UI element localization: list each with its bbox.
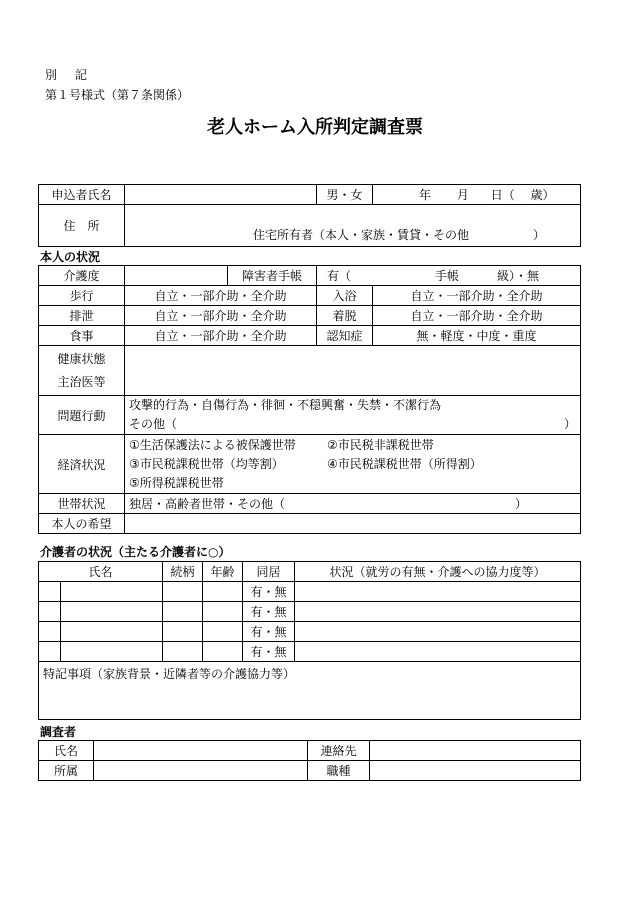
dementia-options[interactable]: 無・軽度・中度・重度 xyxy=(373,326,581,346)
person-table xyxy=(38,265,581,534)
notes-field[interactable] xyxy=(39,662,581,720)
meal-label: 食事 xyxy=(39,326,125,346)
bath-options[interactable]: 自立・一部介助・全介助 xyxy=(373,286,581,306)
livewith-options[interactable]: 有・無 xyxy=(243,622,295,642)
page-title: 老人ホーム入所判定調査票 xyxy=(207,117,423,138)
caregiver-table xyxy=(38,561,581,720)
excretion-options[interactable]: 自立・一部介助・全介助 xyxy=(125,306,317,326)
job-field[interactable] xyxy=(370,761,581,781)
caregiver-row xyxy=(39,642,581,662)
form-number: 第１号様式（第７条関係） xyxy=(45,88,190,102)
dementia-label: 認知症 xyxy=(317,326,373,346)
month-label: 月 xyxy=(456,188,469,202)
applicant-name-field[interactable] xyxy=(125,185,317,205)
caregiver-row xyxy=(39,622,581,642)
notes-label: 特記事項（家族背景・近隣者等の介護協力等） xyxy=(43,667,296,681)
livewith-options[interactable]: 有・無 xyxy=(243,642,295,662)
bath-label: 入浴 xyxy=(317,286,373,306)
sex-options[interactable]: 男・女 xyxy=(317,185,373,205)
investigator-name-field[interactable] xyxy=(94,741,308,761)
col-age: 年齢 xyxy=(203,562,243,582)
dressing-label: 着脱 xyxy=(317,306,373,326)
investigator-name-label: 氏名 xyxy=(39,741,94,761)
applicant-name-label: 申込者氏名 xyxy=(39,185,125,205)
contact-label: 連絡先 xyxy=(308,741,370,761)
walk-label: 歩行 xyxy=(39,286,125,306)
year-label: 年 xyxy=(419,188,432,202)
livewith-options[interactable]: 有・無 xyxy=(243,582,295,602)
problem-options: 攻撃的行為・自傷行為・徘徊・不穏興奮・失禁・不潔行為 xyxy=(129,398,442,412)
owner-options: 住宅所有者（本人・家族・賃貸・その他 xyxy=(253,228,470,242)
caregiver-row xyxy=(39,602,581,622)
affiliation-field[interactable] xyxy=(94,761,308,781)
care-level-label: 介護度 xyxy=(39,266,125,286)
wish-label: 本人の希望 xyxy=(39,514,125,534)
investigator-table xyxy=(38,740,581,781)
applicant-table xyxy=(38,184,581,247)
economy-options[interactable]: ①生活保護法による被保護世帯 ②市民税非課税世帯 ③市民税課税世帯（均等割） ④市民税課税世帯（所得割） ⑤所得税課税世帯 xyxy=(125,435,581,494)
caregiver-row xyxy=(39,582,581,602)
health-label: 健康状態 主治医等 xyxy=(39,346,125,396)
job-label: 職種 xyxy=(308,761,370,781)
col-status: 状況（就労の有無・介護への協力度等） xyxy=(295,562,581,582)
disability-field[interactable]: 有（ 手帳 級）・無 xyxy=(317,266,581,286)
contact-field[interactable] xyxy=(370,741,581,761)
dressing-options[interactable]: 自立・一部介助・全介助 xyxy=(373,306,581,326)
health-field[interactable] xyxy=(125,346,581,396)
caregiver-section-title: 介護者の状況（主たる介護者に○） xyxy=(40,545,231,559)
problem-label: 問題行動 xyxy=(39,396,125,435)
annex-label: 別 記 xyxy=(45,68,91,82)
disability-label: 障害者手帳 xyxy=(228,266,317,286)
walk-options[interactable]: 自立・一部介助・全介助 xyxy=(125,286,317,306)
problem-other: その他（ xyxy=(129,417,178,431)
address-field[interactable]: 住宅所有者（本人・家族・賃貸・その他 ） xyxy=(125,205,581,247)
day-label: 日（ xyxy=(490,188,515,202)
economy-label: 経済状況 xyxy=(39,435,125,494)
household-label: 世帯状況 xyxy=(39,494,125,514)
age-label: 歳） xyxy=(530,188,555,202)
wish-field[interactable] xyxy=(125,514,581,534)
excretion-label: 排泄 xyxy=(39,306,125,326)
meal-options[interactable]: 自立・一部介助・全介助 xyxy=(125,326,317,346)
investigator-section-title: 調査者 xyxy=(40,725,77,739)
problem-field[interactable]: 攻撃的行為・自傷行為・徘徊・不穏興奮・失禁・不潔行為 その他（ ） xyxy=(125,396,581,435)
col-name: 氏名 xyxy=(39,562,163,582)
address-label: 住 所 xyxy=(39,205,125,247)
person-section-title: 本人の状況 xyxy=(40,250,101,264)
birthdate-field[interactable] xyxy=(373,185,581,205)
col-livewith: 同居 xyxy=(243,562,295,582)
household-options[interactable]: 独居・高齢者世帯・その他（ ） xyxy=(125,494,581,514)
care-level-field[interactable] xyxy=(125,266,228,286)
livewith-options[interactable]: 有・無 xyxy=(243,602,295,622)
affiliation-label: 所属 xyxy=(39,761,94,781)
col-relation: 続柄 xyxy=(163,562,203,582)
